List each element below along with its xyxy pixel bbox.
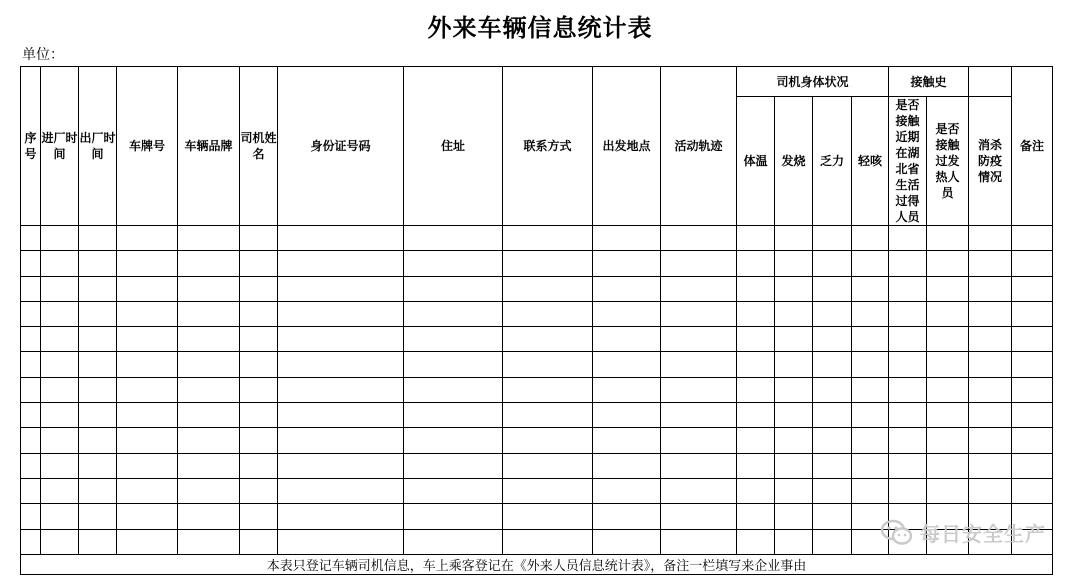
table-cell: [41, 301, 79, 326]
header-hubei-contact-text: 是否接触近期在湖北省生活过得人员: [895, 98, 920, 224]
table-cell: [661, 377, 737, 402]
table-cell: [813, 529, 852, 554]
table-cell: [661, 478, 737, 503]
table-cell: [852, 478, 889, 503]
table-cell: [1012, 478, 1053, 503]
table-cell: [852, 226, 889, 251]
table-cell: [21, 504, 41, 529]
table-cell: [813, 478, 852, 503]
table-cell: [79, 478, 117, 503]
table-cell: [21, 478, 41, 503]
table-cell: [278, 428, 404, 453]
table-cell: [969, 453, 1012, 478]
table-cell: [21, 352, 41, 377]
table-cell: [737, 226, 775, 251]
table-cell: [889, 403, 927, 428]
table-cell: [737, 301, 775, 326]
table-cell: [1012, 301, 1053, 326]
header-seq-text: 序号: [24, 131, 37, 161]
table-cell: [41, 453, 79, 478]
table-cell: [813, 377, 852, 402]
table-cell: [737, 327, 775, 352]
table-cell: [41, 428, 79, 453]
table-cell: [813, 251, 852, 276]
table-cell: [813, 504, 852, 529]
table-row: [21, 453, 1053, 478]
table-cell: [969, 377, 1012, 402]
table-cell: [969, 403, 1012, 428]
table-row: [21, 276, 1053, 301]
table-cell: [404, 403, 503, 428]
header-disinfection: [969, 97, 1012, 226]
watermark: [880, 518, 1046, 547]
table-cell: [117, 428, 178, 453]
table-cell: [503, 377, 593, 402]
table-cell: [737, 504, 775, 529]
header-fever-contact-text: 是否接触过发热人员: [935, 122, 960, 200]
table-cell: [889, 327, 927, 352]
table-cell: [117, 251, 178, 276]
table-cell: [593, 301, 661, 326]
table-cell: [593, 529, 661, 554]
unit-label: 单位：: [22, 47, 64, 63]
table-cell: [737, 529, 775, 554]
table-cell: [775, 226, 813, 251]
table-cell: [79, 377, 117, 402]
table-cell: [775, 529, 813, 554]
table-cell: [178, 377, 240, 402]
table-cell: [737, 478, 775, 503]
table-cell: [21, 301, 41, 326]
table-cell: [178, 352, 240, 377]
table-cell: [278, 453, 404, 478]
table-cell: [852, 327, 889, 352]
header-disinfection-top: [969, 67, 1012, 97]
table-cell: [79, 276, 117, 301]
table-cell: [593, 352, 661, 377]
table-cell: [503, 453, 593, 478]
table-cell: [117, 478, 178, 503]
table-cell: [661, 276, 737, 301]
table-cell: [927, 301, 969, 326]
table-cell: [889, 377, 927, 402]
table-cell: [737, 453, 775, 478]
table-cell: [775, 504, 813, 529]
table-row: [21, 428, 1053, 453]
table-cell: [775, 276, 813, 301]
table-cell: [178, 478, 240, 503]
table-cell: [852, 352, 889, 377]
header-seq: [21, 67, 41, 226]
table-cell: [21, 251, 41, 276]
table-cell: [79, 226, 117, 251]
table-cell: [41, 504, 79, 529]
table-cell: [1012, 377, 1053, 402]
table-row: [21, 352, 1053, 377]
table-cell: [927, 428, 969, 453]
table-cell: [117, 327, 178, 352]
header-entry-time-text: 进厂时间: [41, 131, 78, 161]
table-cell: [240, 453, 278, 478]
table-cell: [927, 403, 969, 428]
table-cell: [889, 478, 927, 503]
table-cell: [404, 276, 503, 301]
table-row: [21, 251, 1053, 276]
table-cell: [889, 352, 927, 377]
table-cell: [889, 428, 927, 453]
table-cell: [775, 403, 813, 428]
table-cell: [503, 428, 593, 453]
table-cell: [813, 276, 852, 301]
header-track: 活动轨迹: [661, 67, 737, 226]
table-row: [21, 403, 1053, 428]
table-cell: [240, 428, 278, 453]
table-cell: [240, 301, 278, 326]
table-cell: [178, 428, 240, 453]
table-cell: [79, 327, 117, 352]
table-cell: [503, 504, 593, 529]
table-cell: [775, 301, 813, 326]
table-cell: [41, 251, 79, 276]
table-cell: [593, 504, 661, 529]
header-temperature: 体温: [737, 97, 775, 226]
table-cell: [852, 377, 889, 402]
table-cell: [593, 251, 661, 276]
table-cell: [240, 352, 278, 377]
table-cell: [737, 251, 775, 276]
table-cell: [117, 301, 178, 326]
table-cell: [661, 327, 737, 352]
table-cell: [1012, 226, 1053, 251]
table-cell: [278, 327, 404, 352]
table-cell: [661, 453, 737, 478]
table-cell: [927, 251, 969, 276]
header-fever-contact: [927, 97, 969, 226]
table-cell: [21, 377, 41, 402]
table-cell: [503, 478, 593, 503]
document-title: 外来车辆信息统计表: [427, 14, 653, 42]
table-cell: [240, 529, 278, 554]
header-health-group: 司机身体状况: [737, 67, 889, 97]
header-exit-time-text: 出厂时间: [79, 131, 116, 161]
table-cell: [240, 478, 278, 503]
table-cell: [503, 276, 593, 301]
header-driver-name-text: 司机姓名: [240, 131, 277, 161]
table-cell: [240, 226, 278, 251]
table-cell: [240, 377, 278, 402]
watermark-text: 每日安全生产: [920, 522, 1046, 546]
table-cell: [404, 226, 503, 251]
table-cell: [737, 377, 775, 402]
table-row: [21, 301, 1053, 326]
table-cell: [178, 251, 240, 276]
table-cell: [240, 276, 278, 301]
table-cell: [278, 301, 404, 326]
table-cell: [41, 276, 79, 301]
table-cell: [969, 251, 1012, 276]
table-cell: [178, 403, 240, 428]
table-cell: [775, 352, 813, 377]
table-cell: [852, 453, 889, 478]
table-cell: [1012, 327, 1053, 352]
table-cell: [775, 251, 813, 276]
table-cell: [404, 301, 503, 326]
table-cell: [404, 453, 503, 478]
table-cell: [278, 504, 404, 529]
table-cell: [775, 478, 813, 503]
table-cell: [21, 529, 41, 554]
table-cell: [503, 352, 593, 377]
table-cell: [21, 327, 41, 352]
table-cell: [852, 251, 889, 276]
table-cell: [117, 453, 178, 478]
table-cell: [969, 301, 1012, 326]
table-cell: [813, 403, 852, 428]
footer-note: 本表只登记车辆司机信息，车上乘客登记在《外来人员信息统计表》，备注一栏填写来企业事由: [21, 554, 1053, 574]
wechat-icon: [880, 519, 914, 547]
table-cell: [503, 301, 593, 326]
table-cell: [927, 352, 969, 377]
table-cell: [661, 226, 737, 251]
table-cell: [117, 276, 178, 301]
table-cell: [178, 529, 240, 554]
table-cell: [927, 453, 969, 478]
table-cell: [927, 226, 969, 251]
table-cell: [593, 276, 661, 301]
table-cell: [775, 453, 813, 478]
table-cell: [852, 301, 889, 326]
table-body: [21, 226, 1053, 555]
table-cell: [117, 529, 178, 554]
table-cell: [813, 453, 852, 478]
table-cell: [21, 403, 41, 428]
table-cell: [117, 226, 178, 251]
table-cell: [79, 529, 117, 554]
table-cell: [41, 226, 79, 251]
header-exit-time: [79, 67, 117, 226]
table-cell: [41, 352, 79, 377]
table-cell: [813, 301, 852, 326]
header-cough: 轻咳: [852, 97, 889, 226]
table-cell: [404, 377, 503, 402]
table-cell: [661, 403, 737, 428]
table-cell: [503, 251, 593, 276]
table-cell: [737, 403, 775, 428]
table-cell: [593, 453, 661, 478]
header-driver-name: [240, 67, 278, 226]
table-cell: [593, 226, 661, 251]
table-cell: [240, 504, 278, 529]
table-row: [21, 377, 1053, 402]
header-brand: 车辆品牌: [178, 67, 240, 226]
table-cell: [178, 327, 240, 352]
header-plate: 车牌号: [117, 67, 178, 226]
header-disinfection-text: 消杀防疫情况: [977, 138, 1002, 184]
table-cell: [41, 377, 79, 402]
table-cell: [79, 352, 117, 377]
header-contact: 联系方式: [503, 67, 593, 226]
table-cell: [889, 251, 927, 276]
table-cell: [969, 327, 1012, 352]
table-cell: [21, 428, 41, 453]
table-cell: [503, 403, 593, 428]
table-cell: [852, 428, 889, 453]
table-cell: [503, 226, 593, 251]
table-cell: [404, 478, 503, 503]
table-cell: [852, 276, 889, 301]
table-cell: [775, 377, 813, 402]
table-cell: [278, 478, 404, 503]
table-cell: [889, 301, 927, 326]
table-cell: [41, 529, 79, 554]
table-cell: [178, 504, 240, 529]
table-cell: [1012, 428, 1053, 453]
table-cell: [852, 403, 889, 428]
table-cell: [593, 327, 661, 352]
table-cell: [1012, 453, 1053, 478]
table-cell: [404, 327, 503, 352]
table-cell: [927, 276, 969, 301]
table-cell: [813, 327, 852, 352]
table-cell: [404, 428, 503, 453]
table-cell: [117, 377, 178, 402]
table-cell: [178, 453, 240, 478]
table-cell: [117, 403, 178, 428]
table-cell: [278, 276, 404, 301]
table-cell: [889, 453, 927, 478]
table-cell: [278, 352, 404, 377]
table-cell: [240, 327, 278, 352]
header-remark: 备注: [1012, 67, 1053, 226]
table-cell: [503, 327, 593, 352]
header-address: 住址: [404, 67, 503, 226]
table-cell: [661, 251, 737, 276]
table-cell: [969, 352, 1012, 377]
table-cell: [178, 226, 240, 251]
table-cell: [593, 428, 661, 453]
table-cell: [79, 428, 117, 453]
table-cell: [79, 301, 117, 326]
header-contact-group: 接触史: [889, 67, 969, 97]
table-cell: [79, 453, 117, 478]
table-cell: [404, 251, 503, 276]
table-cell: [79, 504, 117, 529]
table-cell: [278, 251, 404, 276]
table-cell: [661, 352, 737, 377]
table-cell: [278, 529, 404, 554]
table-cell: [178, 276, 240, 301]
table-cell: [278, 403, 404, 428]
table-cell: [117, 504, 178, 529]
table-cell: [21, 276, 41, 301]
table-row: [21, 226, 1053, 251]
header-entry-time: [41, 67, 79, 226]
table-cell: [240, 403, 278, 428]
table-cell: [593, 478, 661, 503]
table-cell: [503, 529, 593, 554]
table-cell: [278, 226, 404, 251]
header-departure: 出发地点: [593, 67, 661, 226]
table-cell: [278, 377, 404, 402]
table-cell: [889, 226, 927, 251]
table-cell: [775, 327, 813, 352]
table-cell: [813, 226, 852, 251]
table-cell: [1012, 276, 1053, 301]
table-cell: [889, 276, 927, 301]
table-cell: [404, 529, 503, 554]
table-cell: [1012, 352, 1053, 377]
table-cell: [661, 504, 737, 529]
table-cell: [927, 327, 969, 352]
header-fatigue: 乏力: [813, 97, 852, 226]
header-fever: 发烧: [775, 97, 813, 226]
table-cell: [404, 504, 503, 529]
table-cell: [41, 327, 79, 352]
table-cell: [927, 377, 969, 402]
table-cell: [969, 226, 1012, 251]
table-cell: [775, 428, 813, 453]
table-cell: [969, 478, 1012, 503]
table-cell: [737, 276, 775, 301]
table-cell: [1012, 251, 1053, 276]
header-hubei-contact: [889, 97, 927, 226]
table-cell: [661, 301, 737, 326]
table-cell: [969, 428, 1012, 453]
table-cell: [661, 529, 737, 554]
table-cell: [661, 428, 737, 453]
table-cell: [21, 226, 41, 251]
table-cell: [813, 352, 852, 377]
table-cell: [240, 251, 278, 276]
table-cell: [41, 403, 79, 428]
table-cell: [593, 403, 661, 428]
table-cell: [593, 377, 661, 402]
table-row: [21, 478, 1053, 503]
table-cell: [79, 403, 117, 428]
table-cell: [404, 352, 503, 377]
table-cell: [813, 428, 852, 453]
table-cell: [737, 352, 775, 377]
table-cell: [178, 301, 240, 326]
table-cell: [41, 478, 79, 503]
vehicle-info-table: [20, 66, 1053, 575]
table-row: [21, 327, 1053, 352]
table-cell: [1012, 403, 1053, 428]
header-id-number: 身份证号码: [278, 67, 404, 226]
table-cell: [79, 251, 117, 276]
table-cell: [927, 478, 969, 503]
table-cell: [117, 352, 178, 377]
table-cell: [969, 276, 1012, 301]
table-cell: [21, 453, 41, 478]
table-cell: [737, 428, 775, 453]
